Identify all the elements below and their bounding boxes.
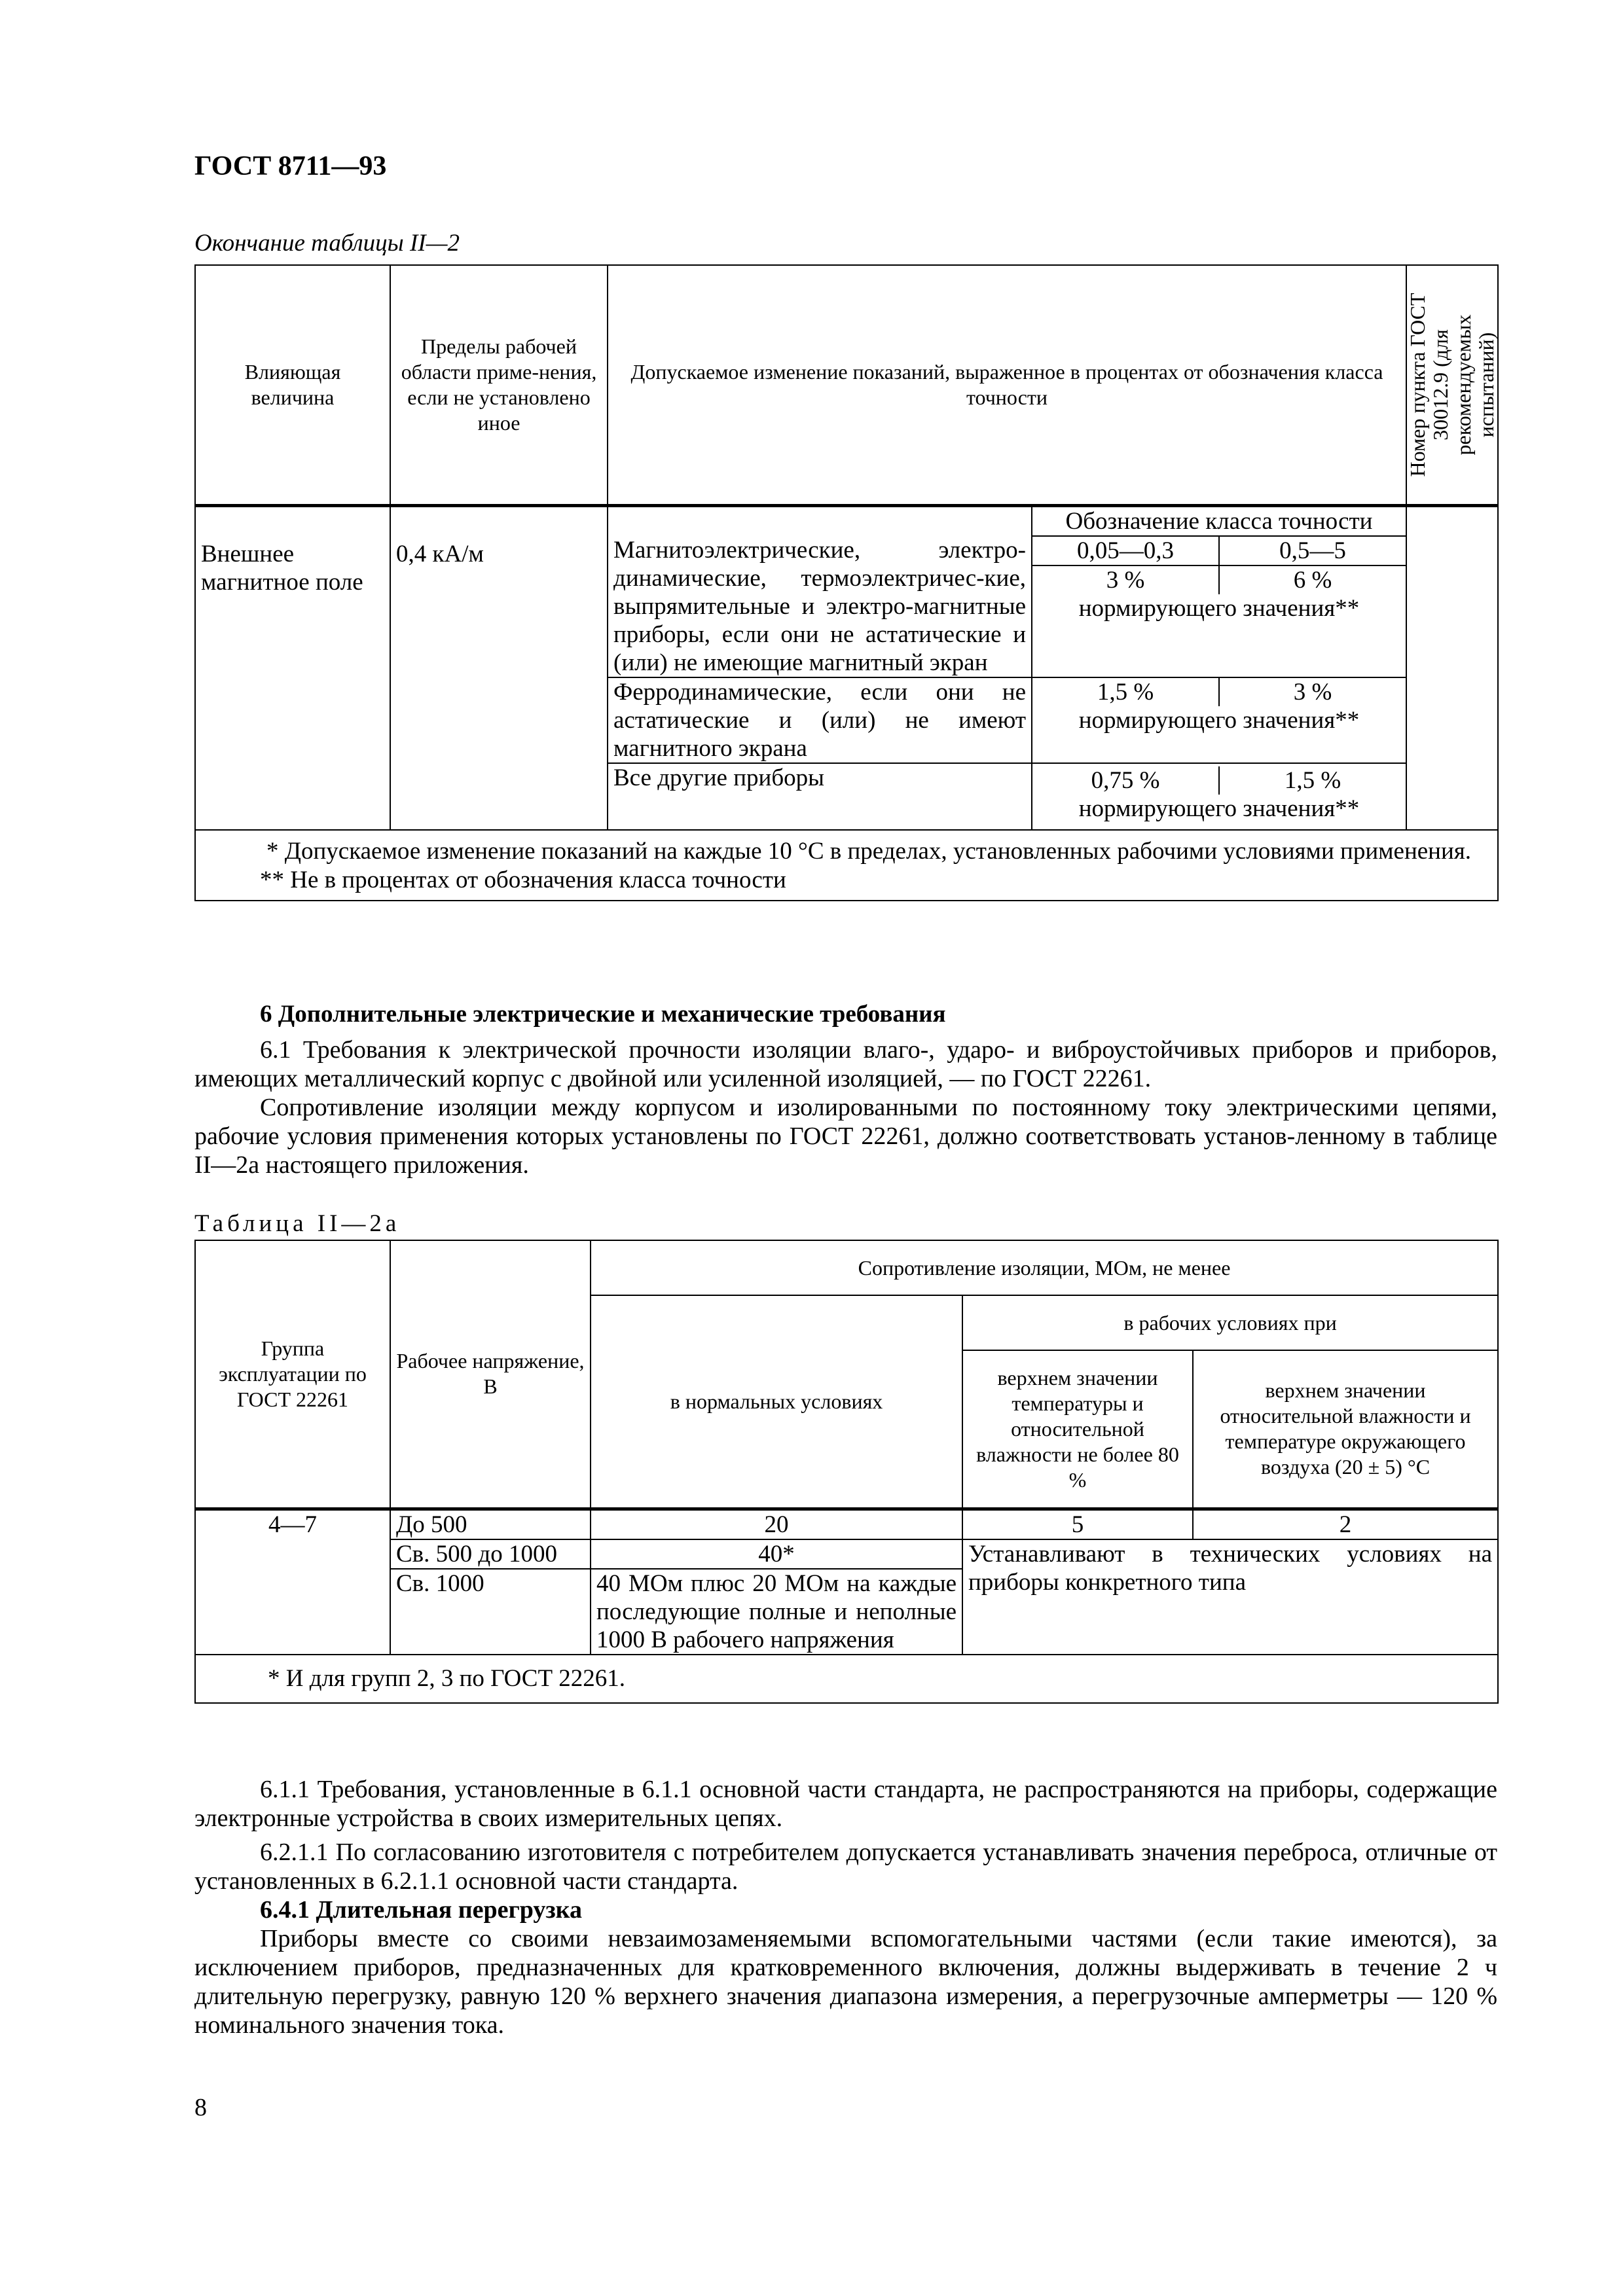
values-row-2	[1032, 677, 1406, 763]
para-6-2-1-1: 6.2.1.1 По согласованию изготовителя с потребителем допускается устанавливать значения переброса, отличные от установленных в 6.2.1.1 основной части стандарта.	[194, 1839, 1497, 1895]
t2-humidity-1: 2	[1193, 1509, 1498, 1539]
para-6-1-1: 6.1.1 Требования, установленные в 6.1.1 основной части стандарта, не распространяются на приборы, содержащие электронные устройства в своих измерительных цепях.	[194, 1776, 1497, 1832]
device-row-3: Все другие приборы	[608, 763, 1032, 830]
footnote-1: * Допускаемое изменение показаний на каждые 10 °С в пределах, установленных рабочими условиями применения.	[266, 838, 1472, 865]
t2-normal-1: 20	[591, 1509, 962, 1539]
gost-item-cell	[1406, 506, 1498, 831]
table-ii-2	[194, 264, 1499, 901]
row1-value-1: 3 %	[1032, 566, 1220, 594]
table-ii-2a	[194, 1240, 1499, 1704]
row2-note: нормирующего значения**	[1078, 707, 1360, 734]
values-row-3	[1032, 763, 1406, 830]
t2-header-working: в рабочих условиях при	[962, 1295, 1498, 1350]
after-table-text	[194, 1775, 1497, 2039]
t2-voltage-1: До 500	[390, 1509, 591, 1539]
row1-note: нормирующего значения**	[1078, 595, 1360, 622]
section-6-p2: Сопротивление изоляции между корпусом и изолированными по постоянному току электрическими цепями, рабочие условия применения которых установлены по ГОСТ 22261, должно соответствовать установ-ленному в таблице II—2а настоящего приложения.	[194, 1094, 1497, 1179]
t2-header-group: Группа эксплуатации по ГОСТ 22261	[195, 1240, 390, 1509]
header-gost-item-text: Номер пункта ГОСТ 30012.9 (для рекомендуемых испытаний)	[1406, 293, 1499, 477]
header-influence: Влияющая величина	[195, 265, 390, 506]
table-continuation-caption: Окончание таблицы II—2	[194, 230, 460, 257]
section-6-heading: 6 Дополнительные электрические и механические требования	[260, 1001, 946, 1028]
row3-note: нормирующего значения**	[1078, 795, 1360, 822]
table-ii-2a-caption: Таблица II—2а	[194, 1210, 401, 1237]
footnote-2: ** Не в процентах от обозначения класса точности	[260, 867, 786, 893]
row2-value-1: 1,5 %	[1032, 678, 1220, 706]
para-6-4-1: Приборы вместе со своими невзаимозаменяемыми вспомогательными частями (если такие имеются), за исключением приборов, предназначенных для кратковременного включения, должны выдерживать в течение 2 ч длительную перегрузку, равную 120 % верхнего значения диапазона измерения, а перегрузочные амперметры — 120 % номинального значения тока.	[194, 1925, 1497, 2039]
t2-header-normal: в нормальных условиях	[591, 1295, 962, 1509]
table1-footnotes	[195, 830, 1498, 901]
t2-header-temp: верхнем значении температуры и относительной влажности не более 80 %	[962, 1350, 1193, 1509]
t2-normal-2: 40*	[591, 1539, 962, 1569]
t2-footnote: * И для групп 2, 3 по ГОСТ 22261.	[195, 1655, 1498, 1703]
class-range-2: 0,5—5	[1279, 537, 1346, 564]
influence-cell: Внешнее магнитное поле	[195, 506, 390, 831]
header-gost-item	[1406, 265, 1498, 506]
class-header: Обозначение класса точности	[1032, 506, 1406, 537]
header-limits: Пределы рабочей области приме-нения, если не установлено иное	[390, 265, 608, 506]
t2-temp-1: 5	[962, 1509, 1193, 1539]
t2-normal-3: 40 МОм плюс 20 МОм на каждые последующие полные и неполные 1000 В рабочего напряжения	[591, 1569, 962, 1655]
row1-value-2: 6 %	[1293, 567, 1332, 594]
document-title: ГОСТ 8711—93	[194, 151, 387, 181]
page-number: 8	[194, 2094, 207, 2121]
class-range-1: 0,05—0,3	[1032, 537, 1220, 565]
section-6	[194, 1000, 1497, 1179]
values-row-1	[1032, 536, 1406, 677]
header-allowed-change: Допускаемое изменение показаний, выраженное в процентах от обозначения класса точности	[608, 265, 1406, 506]
t2-merged-note: Устанавливают в технических условиях на приборы конкретного типа	[962, 1539, 1498, 1655]
t2-voltage-3: Св. 1000	[390, 1569, 591, 1655]
t2-voltage-2: Св. 500 до 1000	[390, 1539, 591, 1569]
t2-group-cell: 4—7	[195, 1509, 390, 1655]
device-row-2: Ферродинамические, если они не астатические и (или) не имеют магнитного экрана	[608, 677, 1032, 763]
t2-header-resistance: Сопротивление изоляции, МОм, не менее	[591, 1240, 1498, 1295]
t2-header-humidity: верхнем значении относительной влажности и температуре окружающего воздуха (20 ± 5) °С	[1193, 1350, 1498, 1509]
limits-cell: 0,4 кА/м	[390, 506, 608, 831]
row3-value-2: 1,5 %	[1284, 767, 1341, 794]
row3-value-1: 0,75 %	[1032, 766, 1220, 795]
t2-header-voltage: Рабочее напряжение, В	[390, 1240, 591, 1509]
heading-6-4-1: 6.4.1 Длительная перегрузка	[260, 1896, 582, 1924]
device-row-1: Магнитоэлектрические, электро-динамические, термоэлектричес-кие, выпрямительные и электро-магнитные приборы, если они не астатические и (или) не имеющие магнитный экран	[608, 536, 1032, 677]
row2-value-2: 3 %	[1293, 679, 1332, 706]
section-6-p1: 6.1 Требования к электрической прочности изоляции влаго-, ударо- и виброустойчивых приборов и приборов, имеющих металлический корпус с двойной или усиленной изоляцией, — по ГОСТ 22261.	[194, 1036, 1497, 1092]
